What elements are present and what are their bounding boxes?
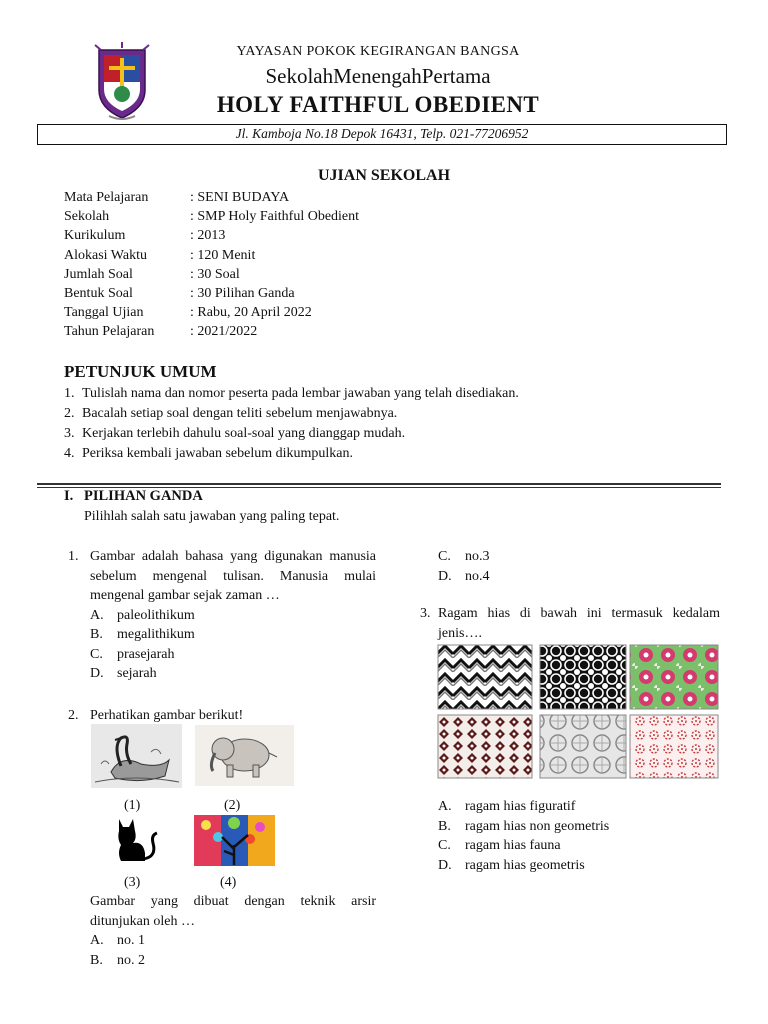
item-text: Bacalah setiap soal dengan teliti sebelum menjawabnya. (82, 406, 398, 421)
question-3-options (420, 797, 720, 875)
item-number: 3. (64, 426, 75, 441)
list-item (64, 404, 519, 424)
instructions-title: PETUNJUK UMUM (64, 362, 217, 381)
image-caption: (2) (224, 798, 241, 813)
option-text: ragam hias geometris (465, 857, 585, 873)
option-letter: A. (90, 607, 104, 623)
meta-row (64, 284, 359, 303)
meta-label: Tahun Pelajaran (64, 324, 155, 340)
item-text: Kerjakan terlebih dahulu soal-soal yang dianggap mudah. (82, 426, 406, 441)
option-a (420, 797, 720, 817)
question-2 (68, 706, 376, 726)
ornament-patterns-icon (437, 644, 720, 779)
meta-value: : SENI BUDAYA (190, 190, 290, 205)
option-c (420, 547, 720, 567)
cat-silhouette-icon (113, 817, 159, 863)
question-2-options-left (68, 931, 368, 970)
option-text: no.4 (465, 568, 490, 584)
option-letter: B. (90, 627, 103, 642)
option-text: no.3 (465, 549, 490, 564)
option-text: paleolithikum (117, 607, 195, 623)
list-item (64, 444, 519, 464)
list-item (64, 424, 519, 444)
image-caption: (3) (124, 875, 141, 890)
meta-row (64, 207, 359, 226)
option-text: no. 2 (117, 952, 145, 968)
meta-row (64, 322, 359, 341)
meta-label: Bentuk Soal (64, 286, 133, 302)
option-letter: C. (438, 838, 451, 853)
section-label: PILIHAN GANDA (84, 488, 203, 504)
section-number: I. (64, 488, 74, 504)
option-letter: D. (438, 857, 452, 873)
colorful-tree-icon (194, 815, 275, 866)
option-text: ragam hias figuratif (465, 799, 576, 814)
option-letter: D. (438, 568, 452, 584)
option-a (68, 931, 368, 951)
meta-value: : SMP Holy Faithful Obedient (190, 209, 360, 225)
right-column (420, 547, 720, 643)
elephant-drawing-icon (195, 725, 294, 786)
option-text: ragam hias non geometris (465, 818, 610, 834)
exam-title: UJIAN SEKOLAH (317, 167, 451, 184)
meta-row (64, 246, 359, 265)
question-text: Ragam hias di bawah ini termasuk kedalam jenis…. (438, 606, 720, 641)
swan-sketch-icon (91, 724, 182, 788)
item-text: Periksa kembali jawaban sebelum dikumpulkan. (82, 446, 353, 461)
meta-row (64, 265, 359, 284)
meta-row (64, 303, 359, 322)
meta-value: : 30 Pilihan Ganda (190, 286, 295, 302)
meta-value: : 2021/2022 (190, 324, 258, 340)
list-item (64, 384, 519, 404)
option-a (68, 606, 376, 626)
image-caption: (4) (220, 875, 237, 890)
option-letter: D. (90, 666, 104, 681)
meta-label: Mata Pelajaran (64, 190, 149, 205)
image-caption: (1) (124, 798, 141, 813)
option-b (68, 625, 376, 645)
option-b (68, 951, 368, 971)
meta-value: : 30 Soal (190, 266, 240, 282)
option-letter: A. (438, 799, 452, 814)
option-letter: A. (90, 933, 104, 948)
school-address: Jl. Kamboja No.18 Depok 16431, Telp. 021-77206952 (37, 124, 727, 145)
option-d (420, 567, 720, 587)
question-number: 1. (68, 549, 79, 564)
meta-label: Alokasi Waktu (64, 247, 147, 263)
section-instruction: Pilihlah salah satu jawaban yang paling tepat. (84, 509, 340, 524)
item-text: Tulislah nama dan nomor peserta pada lembar jawaban yang telah disediakan. (82, 386, 519, 401)
left-column (68, 547, 376, 725)
question-2-stem: Gambar yang dibuat dengan teknik arsir ditunjukan oleh … (90, 894, 376, 929)
question-number: 3. (420, 606, 431, 621)
question-number: 2. (68, 707, 79, 723)
option-text: megalithikum (117, 627, 195, 642)
section-title (64, 488, 203, 505)
option-text: ragam hias fauna (465, 838, 561, 853)
option-letter: B. (90, 952, 103, 968)
option-text: no. 1 (117, 933, 145, 948)
option-c (420, 836, 720, 856)
option-d (68, 664, 376, 684)
question-3 (420, 604, 720, 643)
foundation-name: YAYASAN POKOK KEGIRANGAN BANGSA (236, 44, 520, 59)
question-text: Perhatikan gambar berikut! (90, 707, 244, 723)
option-text: prasejarah (117, 646, 175, 662)
question-text: Gambar adalah bahasa yang digunakan manusia sebelum mengenal tulisan. Manusia mulai mengenal gambar sejak zaman … (90, 549, 376, 603)
meta-value: : 2013 (190, 228, 226, 244)
option-c (68, 645, 376, 665)
question-1 (68, 547, 376, 606)
option-letter: C. (438, 549, 451, 564)
meta-value: : 120 Menit (190, 247, 256, 263)
option-b (420, 817, 720, 837)
school-level: SekolahMenengahPertama (265, 64, 491, 88)
meta-label: Tanggal Ujian (64, 305, 144, 321)
school-name: HOLY FAITHFUL OBEDIENT (216, 92, 540, 117)
item-number: 1. (64, 386, 75, 401)
item-number: 4. (64, 446, 75, 461)
meta-value: : Rabu, 20 April 2022 (190, 305, 312, 321)
item-number: 2. (64, 406, 75, 421)
instructions-list (64, 384, 519, 464)
option-letter: B. (438, 818, 451, 834)
meta-label: Kurikulum (64, 228, 126, 244)
meta-row (64, 226, 359, 245)
meta-label: Sekolah (64, 209, 110, 225)
option-text: sejarah (117, 666, 157, 681)
exam-meta-table (64, 188, 359, 342)
option-d (420, 856, 720, 876)
option-letter: C. (90, 646, 103, 662)
meta-row (64, 188, 359, 207)
meta-label: Jumlah Soal (64, 266, 133, 282)
